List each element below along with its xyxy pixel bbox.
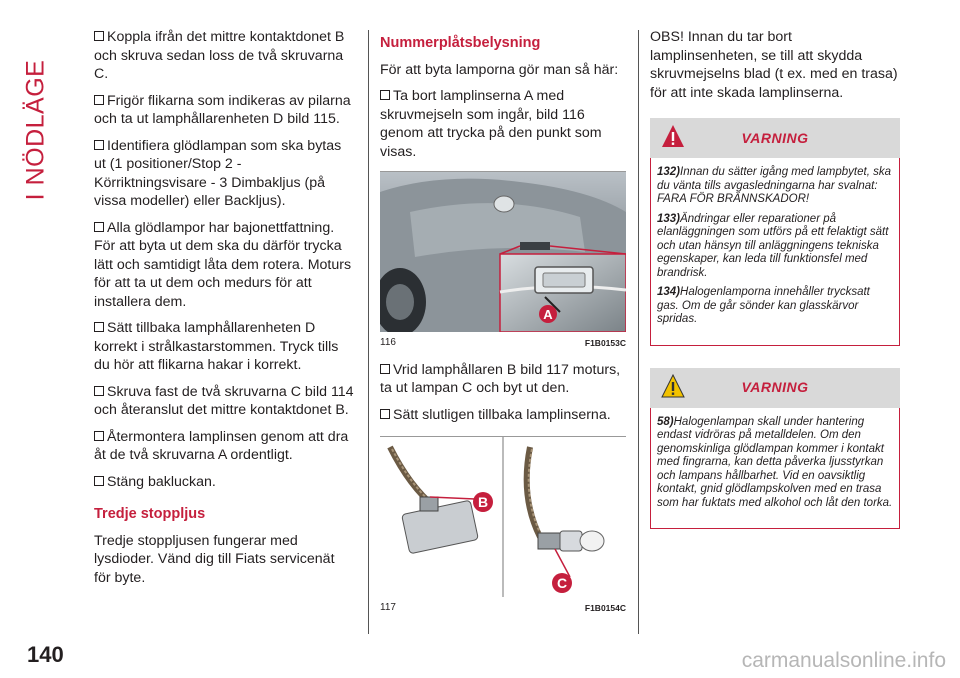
list-item: Identifiera glödlampan som ska bytas ut (1 positioner/Stop 2 - Körriktningsvisare - 3 Dimbakljus (på vissa modeller) eller Backljus). (94, 137, 342, 209)
danger-hand-icon (660, 123, 686, 157)
warning-note: 134)Halogenlamporna innehåller trycksatt gas. Om de går sönder kan glasskärvor spridas. (657, 286, 870, 325)
figure-116 (380, 171, 626, 353)
figure-code: F1B0153C (584, 338, 626, 348)
column-1 (94, 28, 354, 595)
list-item: Frigör flikarna som indikeras av pilarna och ta ut lamphållarenheten D bild 115. (94, 92, 351, 127)
figure-caption (380, 599, 626, 618)
heading-license-plate-light: Nummerplåtsbelysning (380, 35, 541, 51)
warning-header-2 (650, 368, 900, 408)
figure-number: 116 (380, 337, 396, 348)
column-3 (650, 28, 900, 529)
list-item: Koppla ifrån det mittre kontaktdonet B och skruva sedan loss de två skruvarna C. (94, 29, 345, 82)
warning-header-1 (650, 118, 900, 158)
checkbox-bullet-icon (94, 431, 104, 441)
paragraph: Tredje stoppljusen fungerar med lysdioder. Vänd dig till Fiats servicenät för byte. (94, 532, 335, 586)
heading-third-brake-light: Tredje stoppljus (94, 506, 206, 522)
callout-a-label: A (543, 307, 553, 322)
list-item: Stäng bakluckan. (94, 473, 354, 492)
checkbox-bullet-icon (94, 222, 104, 232)
callout-b-label: B (477, 494, 489, 510)
figure-number: 117 (380, 602, 396, 613)
figure-caption (380, 334, 626, 353)
checkbox-bullet-icon (94, 322, 104, 332)
checkbox-bullet-icon (94, 95, 104, 105)
warning-body-2 (650, 408, 900, 530)
warning-note: 132)Innan du sätter igång med lampbytet, ska du vänta tills avgasledningarna har svalnat: FARA FÖR BRÄNNSKADOR! (657, 166, 891, 205)
checkbox-bullet-icon (94, 31, 104, 41)
checkbox-bullet-icon (94, 140, 104, 150)
checkbox-bullet-icon (380, 364, 390, 374)
column-2 (380, 28, 626, 626)
list-item: Alla glödlampor har bajonettfattning. För att byta ut dem ska du därför trycka lätt och samtidigt låta dem rotera. Moturs för att ta ut dem och medurs för att installera dem. (94, 219, 352, 310)
section-title-text: I NÖDLÄGE (21, 59, 50, 201)
column-divider-1 (368, 30, 369, 634)
figure-117 (380, 436, 626, 618)
checkbox-bullet-icon (380, 409, 390, 419)
car-rear-illustration (380, 172, 626, 332)
page-number: 140 (27, 642, 64, 667)
list-item: Skruva fast de två skruvarna C bild 114 och återanslut det mittre kontaktdonet B. (94, 383, 354, 418)
watermark: carmanualsonline.info (741, 649, 946, 672)
paragraph: För att byta lamporna gör man så här: (380, 61, 619, 78)
column-divider-2 (638, 30, 639, 634)
warning-note: 133)Ändringar eller reparationer på elanläggningen som utförs på ett felaktigt sätt och utan hänsyn till anläggningens tekniska egenskaper, kan leda till funktionsfel med brandrisk. (657, 212, 889, 279)
checkbox-bullet-icon (94, 476, 104, 486)
list-item: Vrid lamphållaren B bild 117 moturs, ta ut lampan C och byt ut den. (380, 361, 621, 396)
callout-c-label: C (556, 575, 568, 591)
obs-note: OBS! Innan du tar bort lamplinsenheten, se till att skydda skruvmejselns blad (t ex. med en trasa) för att inte skada lamplinserna. (650, 29, 898, 101)
warning-note: 58)Halogenlampan skall under hantering endast vidröras på metalldelen. Om den genomskinliga glödlampan kommer i kontakt med fingrarna, kan detta påverka ljusstyrkan och lampans hållbarhet. Vid en oavsiktlig kontakt, gnid glödlampskolven med en trasa som har fuktats med alkohol och låt den torka. (657, 415, 893, 509)
list-item: Sätt tillbaka lamphållarenheten D korrekt i strålkastarstommen. Tryck tills du hör att flikarna hakar i korrekt. (94, 320, 339, 373)
checkbox-bullet-icon (94, 386, 104, 396)
figure-code: F1B0154C (584, 603, 626, 613)
warning-title: VARNING (741, 129, 809, 146)
checkbox-bullet-icon (380, 90, 390, 100)
warning-body-1 (650, 158, 900, 346)
section-title (16, 30, 56, 230)
caution-triangle-icon (660, 373, 686, 407)
list-item: Sätt slutligen tillbaka lamplinserna. (380, 406, 626, 425)
bulb-holder-illustration (380, 437, 626, 597)
list-item: Ta bort lamplinserna A med skruvmejseln som ingår, bild 116 genom att trycka på den punkt som visas. (380, 88, 602, 160)
list-item: Återmontera lamplinsen genom att dra åt de två skruvarna A ordentligt. (94, 428, 349, 463)
warning-title: VARNING (741, 379, 809, 396)
